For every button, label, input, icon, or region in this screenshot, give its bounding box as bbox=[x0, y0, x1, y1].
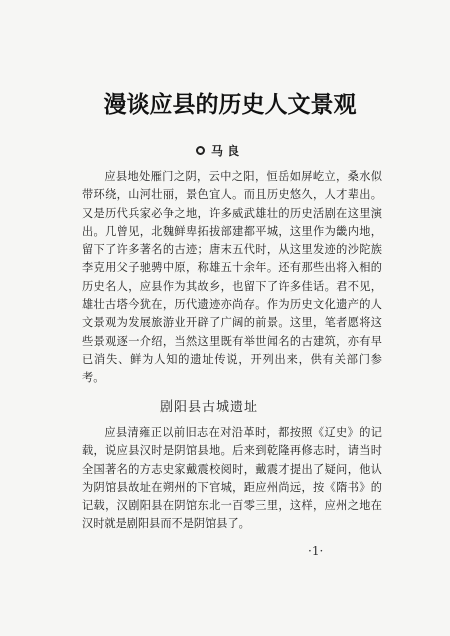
intro-paragraph-text: 应县地处雁门之阴，云中之阳，恒岳如屏屹立，桑水似带环绕，山河壮丽，景色宜人。而且历史悠久，人才辈出。又是历代兵家必争之地，许多威武雄壮的历史活剧在这里演出。几曾见，北魏鲜卑拓拔部建都平城，这里作为畿内地，留下了许多著名的古迹；唐末五代时，从这里发迹的沙陀族李克用父子驰骋中原，称雄五十余年。还有那些出将入相的历史名人，应县作为其故乡，也留下了许多佳话。君不见，雄壮古塔今犹在，历代遗迹亦尚存。作为历史文化遗产的人文景观为发展旅游业开辟了广阔的前景。这里，笔者愿将这些景观逐一介绍，当然这里既有举世闻名的古建筑，亦有早已消失、鲜为人知的遗址传说，开列出来，供有关部门参考。 bbox=[82, 170, 382, 385]
document-title: 漫谈应县的历史人文景观 bbox=[103, 92, 357, 118]
section-paragraph bbox=[82, 424, 382, 534]
intro-paragraph bbox=[82, 168, 382, 388]
section-heading: 剧阳县古城遗址 bbox=[160, 400, 259, 415]
circle-bullet-icon bbox=[196, 146, 205, 155]
author-name: 马 良 bbox=[211, 144, 240, 158]
page-number: ·1· bbox=[308, 544, 324, 558]
author-line bbox=[196, 142, 239, 159]
section-paragraph-text: 应县清雍正以前旧志在对沿革时，都按照《辽史》的记载，说应县汉时是阴馆县地。后来到乾隆再修志时，请当时全国著名的方志史家戴震校阅时，戴震才提出了疑问，他认为阴馆县故址在朔州的下官城，距应州尚远，按《隋书》的记载，汉剧阳县在阴馆东北一百零三里，这样，应州之地在汉时就是剧阳县而不是阴馆县了。 bbox=[82, 426, 382, 531]
